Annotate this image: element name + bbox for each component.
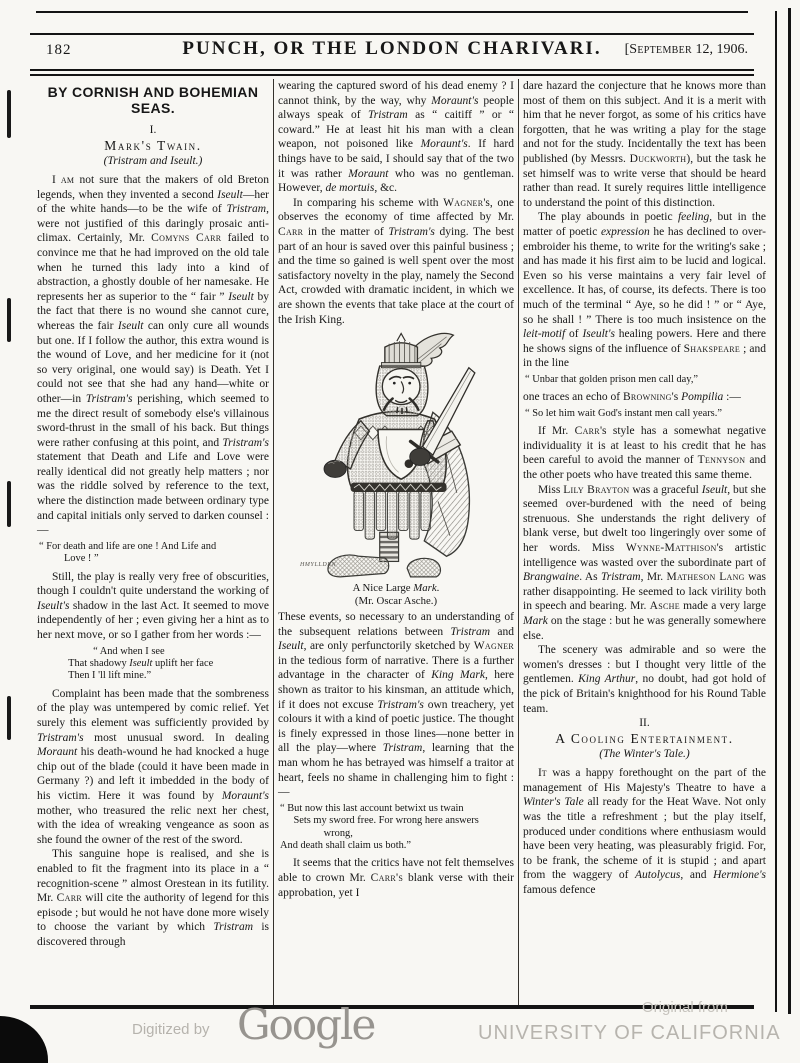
quote-block: “ So let him wait God's instant men call years.” — [525, 407, 722, 419]
paragraph: If Mr. Carr's style has a somewhat negative individuality it is at least to his credit that he has been careful to avoid the manner of Tennyson and the other poets who have treated this same theme. — [523, 425, 766, 482]
knight-illustration — [306, 330, 486, 582]
quote-block: “ Unbar that golden prison men call day,” — [525, 373, 699, 385]
issue-date: [September 12, 1906. — [624, 42, 748, 57]
verse-block: “ But now this last account betwixt us twain Sets my sword free. For wrong here answers wrong, And death shall claim us both.” — [280, 802, 479, 852]
watermark-digitized-by: Digitized by — [132, 1021, 210, 1038]
top-outer-rule — [36, 11, 748, 13]
article-columns — [33, 79, 770, 1005]
section-title: Mark's Twain. — [104, 138, 202, 153]
illustration-caption: A Nice Large Mark. — [352, 582, 440, 595]
paragraph: dare hazard the conjecture that he knows more than most of them on this subject. And it is a merit with him that he never forgot, as some of his critics have forgotten, that he was writing a play for the stage and not for the study. Incidentally the text has been published (by Messrs. Duckworth), but the task he set himself was to write verse that should be heard rather than read. It surely requires little intelligence to understand the point of this distinction. — [523, 80, 767, 209]
paragraph: This sanguine hope is realised, and she is enabled to fit the fragment into its place in a “ recognition-scene ” almost Orestean in its futility. Mr. Carr will cite the authority of legend for this episode ; but would he not have done more wisely to choose the variant by which Tristram is discovered through — [37, 848, 270, 948]
paragraph: Still, the play is really very free of obscurities, though I couldn't quite understand the working of Iseult's shadow in the last Act. It seemed to move independently of her ; even giving her a hint as to her next move, or so I gather from her words :— — [37, 570, 269, 642]
section-title: A Cooling Entertainment. — [555, 731, 734, 747]
scan-tick — [7, 298, 11, 342]
paragraph: It seems that the critics have not felt themselves able to crown Mr. Carr's blank verse with their approbation, yet I — [278, 857, 514, 899]
paragraph: In comparing his scheme with Wagner's, one observes the economy of time affected by Mr. Carr in the matter of Tristram's dying. The best part of an hour is saved over this painful business ; and the time so gained is well spent over the most satisfactory novelty in the play, namely the Second Act, crowded with dramatic incident, in which we are shown the events that take place at the court of the Irish King. — [278, 196, 515, 326]
page-corner-artifact — [0, 1016, 48, 1063]
watermark-google-logo: Google — [237, 1000, 375, 1049]
paragraph: I am not sure that the makers of old Breton legends, when they invented a second Iseult—her of the white hands—to be the wife of Tristram, were not justified of this daringly prosaic anti-climax. Certainly, Mr. Comyns Carr failed to convince me that he had improved on the old tale when he turned this lady into a kind of abstraction, a ghostly double of her namesake. He represents her as superior to the “ fair ” Iseult by the fact that there is no wound she cannot cure, whereas the fair Iseult can only cure all wounds but one. If I follow the author, this extra wound is the wound of Love, and her medicine for it (not so very original, one would say) is Death. Yet I could not see that she had any hand—white or other—in Tristram's perishing, which seemed to me the direct result of somebody else's villainous sword-thrust in the small of his back. But things were rather confusing at this point, and Tristram's statement that Death and Life and Love were really identical did not greatly help matters ; nor was the riddle solved by reference to the text, where the distinction made between ordinary type and capital initials only served to darken counsel :— — [37, 174, 270, 537]
masthead — [30, 36, 754, 68]
scan-tick — [7, 481, 11, 527]
watermark-original-from: Original from — [642, 999, 728, 1016]
section-subtitle: (The Winter's Tale.) — [599, 748, 690, 761]
section-numeral: II. — [639, 717, 650, 730]
top-inner-rule — [30, 33, 754, 35]
scan-tick — [7, 90, 11, 138]
quote-block: “ For death and life are one ! And Life and Love ! ” — [39, 540, 217, 565]
verse-block: “ And when I see That shadowy Iseult uplift her face Then I 'll lift mine.” — [68, 645, 214, 682]
right-frame-rule-outer — [788, 8, 791, 1014]
scan-tick — [7, 696, 11, 740]
illustration-subcaption: (Mr. Oscar Asche.) — [354, 595, 438, 608]
paragraph: Complaint has been made that the sombreness of the play was untempered by comic relief. Yet surely this element was sufficiently provided by Tristram's most unusual sword. In dealing Moraunt his death-wound he had knocked a huge chip out of the blade (could it have been made in Germany ?) and left it imbedded in the body of his victim. Here it was found by Moraunt's mother, who treasured the relic next her chest, with the idea of wreaking vengeance as soon as she found the owner of the rest of the sword. — [37, 687, 269, 846]
paragraph: Miss Lily Brayton was a graceful Iseult, but she seemed over-burdened with the need of being strenuous. She understands the right delivery of blank verse, but dwelt too lingeringly over some of her words. Miss Wynne-Matthison's artistic intelligence was wasted over the subordinate part of Brangwaine. As Tristram, Mr. Matheson Lang was rather disappointing. He seemed to lack virility both in speech and bearing. Mr. Asche made a very large Mark on the stage : but he was generally somewhere else. — [523, 483, 767, 642]
knight-figure — [278, 330, 514, 608]
column-right — [518, 79, 770, 1005]
column-center — [273, 79, 518, 1005]
paragraph: one traces an echo of Browning's Pompilia :— — [523, 391, 741, 404]
section-subtitle: (Tristram and Iseult.) — [103, 155, 203, 167]
page-number: 182 — [46, 42, 72, 58]
illustration-signature: HMYLLDEN — [300, 562, 337, 569]
paragraph: It was a happy forethought on the part of the management of His Majesty's Theatre to have a Winter's Tale all ready for the Heat Wave. Not only was the title a refreshment ; but the play itself, produced under conditions where enthusiasm would have been very heating, was pleasurably frigid. For, to be frank, the scheme of it is stupid ; and apart from the waggery of Autolycus, and Hermione's famous defence — [523, 767, 767, 896]
paragraph: wearing the captured sword of his dead enemy ? I cannot think, by the way, why Moraunt's people always speak of Tristram as “ caitiff ” or “ coward.” He at least hit his man with a clean weapon, not poisoned like Moraunt's. If hard things have to be said, I should say that of the two it was rather Moraunt who was no gentleman. However, de mortuis, &c. — [278, 80, 514, 195]
masthead-title: PUNCH, OR THE LONDON CHARIVARI. — [182, 38, 602, 59]
section-numeral: I. — [149, 124, 157, 136]
watermark-university: UNIVERSITY OF CALIFORNIA — [478, 1022, 781, 1044]
masthead-double-rule — [30, 69, 754, 76]
right-frame-rule-inner — [775, 11, 777, 1012]
paragraph: These events, so necessary to an understanding of the subsequent relations between Tristram and Iseult, are only perfunctorily sketched by Wagner in the tedious form of narrative. There is a further advantage in the character of King Mark, here shown as traitor to his kinsman, an attitude which, if it does not excuse Tristram's own treachery, yet colours it with a kind of poetic justice. The thought is finely expressed in those lines—none better in all the play—where Tristram, learning that the man whom he has betrayed was himself a traitor at heart, feels no shame in challenging him to fight :— — [278, 611, 514, 799]
paragraph: The play abounds in poetic feeling, but in the matter of poetic expression he has declined to over-embroider his theme, to write for the writing's sake ; and has made it his first aim to be lucid and logical. Even so his verse maintains a very fair level of excellence. It has, of course, its defects. There is too much of the terminal “ Aye, so he did ! ” or “ Aye, so he shall ! ” There is too much insistence on the leit-motif of Iseult's healing powers. Here and there he shows signs of the influence of Shakspeare ; and in the line — [523, 211, 766, 370]
column-left — [33, 79, 273, 1005]
paragraph: The scenery was admirable and so were the women's dresses : but I thought very little of the gentlemen. King Arthur, no doubt, had got hold of the pick of Britain's knighthood for his Round Table team. — [523, 644, 766, 715]
article-heading: BY CORNISH AND BOHEMIAN SEAS. — [47, 84, 259, 116]
